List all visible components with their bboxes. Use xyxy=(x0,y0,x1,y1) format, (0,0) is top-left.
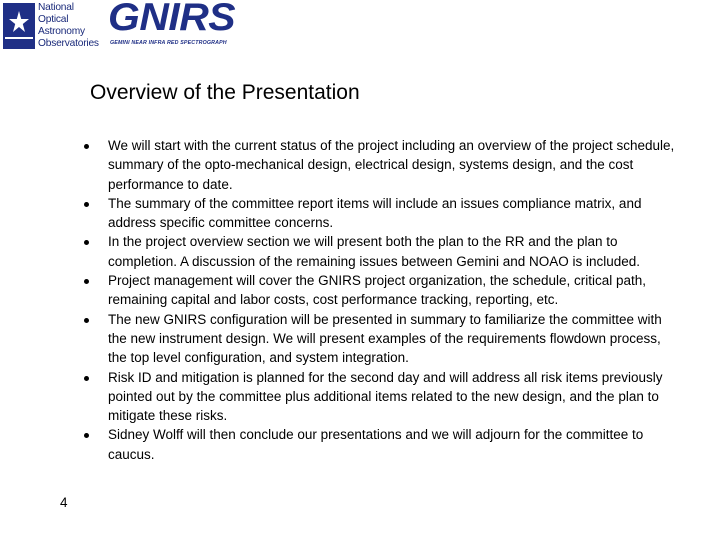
gnirs-logo xyxy=(108,0,236,50)
bullet-item xyxy=(80,194,680,233)
bullet-text: The new GNIRS configuration will be presented in summary to familiarize the committee with the new instrument design. We will present examples of the requirements flowdown process, the top level configuration, and system integration. xyxy=(108,311,662,366)
bullet-list xyxy=(80,136,680,464)
bullet-icon xyxy=(84,144,89,149)
bullet-text: The summary of the committee report items will include an issues compliance matrix, and address specific committee concerns. xyxy=(108,195,642,231)
noao-line: Astronomy xyxy=(38,26,85,37)
gnirs-subtitle: GEMINI NEAR INFRA RED SPECTROGRAPH xyxy=(110,40,227,46)
noao-line: Optical xyxy=(38,14,69,25)
noao-line: National xyxy=(38,2,74,13)
bullet-item xyxy=(80,271,680,310)
bullet-item xyxy=(80,368,680,426)
bullet-icon xyxy=(84,376,89,381)
bullet-item xyxy=(80,425,680,464)
star-icon xyxy=(3,3,35,49)
bullet-text: Sidney Wolff will then conclude our presentations and we will adjourn for the committee to caucus. xyxy=(108,427,644,462)
bullet-item xyxy=(80,136,680,194)
slide-title: Overview of the Presentation xyxy=(90,81,360,104)
noao-wordmark xyxy=(38,2,108,50)
noao-logo xyxy=(3,3,101,51)
bullet-icon xyxy=(84,433,89,438)
bullet-text: Project management will cover the GNIRS project organization, the schedule, critical path, remaining capital and labor costs, cost performance tracking, reporting, etc. xyxy=(108,273,647,308)
bullet-icon xyxy=(84,279,89,284)
bullet-text: In the project overview section we will present both the plan to the RR and the plan to completion. A discussion of the remaining issues between Gemini and NOAO is included. xyxy=(108,234,641,269)
bullet-item xyxy=(80,232,680,271)
bullet-text: Risk ID and mitigation is planned for the second day and will address all risk items previously pointed out by the committee plus additional items related to the new design, and the plan to mitigate these risks. xyxy=(108,369,663,424)
bullet-item xyxy=(80,310,680,368)
gnirs-wordmark: GNIRS xyxy=(108,0,236,39)
page-number: 4 xyxy=(60,495,68,510)
bullet-icon xyxy=(84,318,89,323)
bullet-icon xyxy=(84,202,89,207)
noao-line: Observatories xyxy=(38,38,99,49)
bullet-icon xyxy=(84,240,89,245)
bullet-text: We will start with the current status of the project including an overview of the project schedule, summary of the opto-mechanical design, electrical design, systems design, and the cost performance to date. xyxy=(108,138,675,192)
